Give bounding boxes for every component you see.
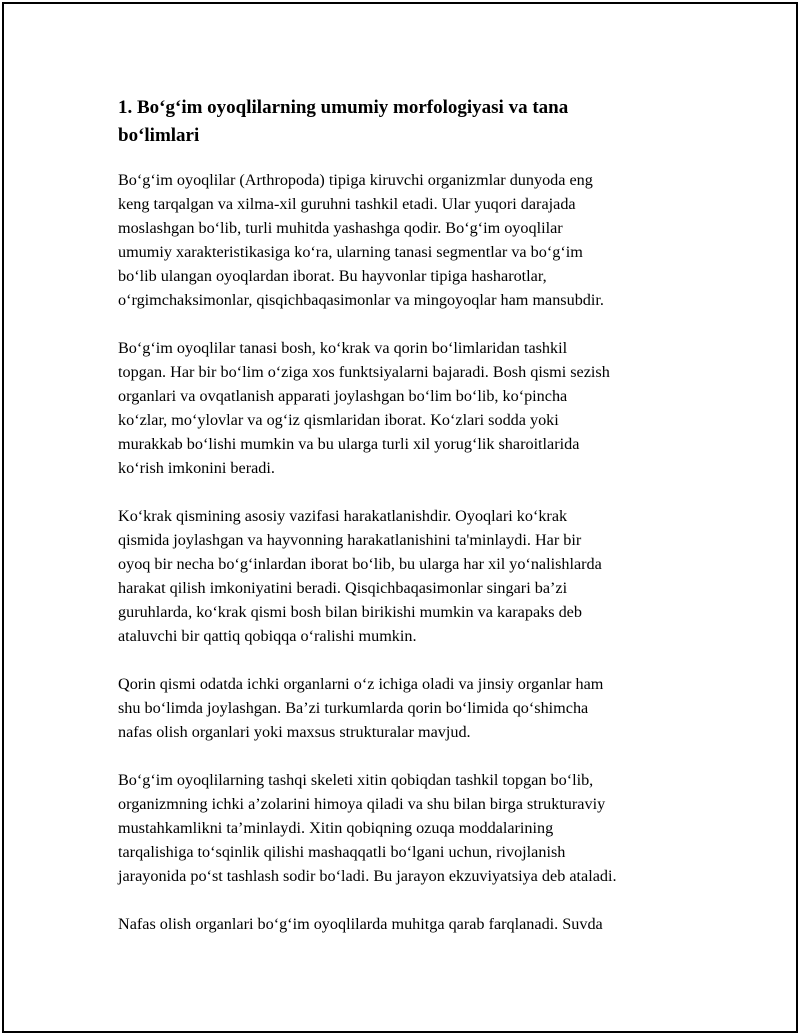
paragraph-abdomen: Qorin qismi odatda ichki organlarni o‘z ichiga oladi va jinsiy organlar ham shu bo‘limda joylashgan. Ba’zi turkumlarda qorin bo‘limida qo‘shimcha nafas olish organlari yoki maxsus strukturalar mavjud.: [118, 675, 604, 741]
paragraph-exoskeleton: Bo‘g‘im oyoqlilarning tashqi skeleti xitin qobiqdan tashkil topgan bo‘lib, organizmning ichki a’zolarini himoya qiladi va shu bilan birga strukturaviy mustahkamlikni ta’minlaydi. Xitin qobiqning ozuqa moddalarining tarqalishiga to‘sqinlik qilishi mashaqqatli bo‘lgani uchun, rivojlanish jarayonida po‘st tashlash sodir bo‘ladi. Bu jarayon ekzuviyatsiya deb ataladi.: [118, 771, 617, 885]
paragraph-overview: Bo‘g‘im oyoqlilar (Arthropoda) tipiga kiruvchi organizmlar dunyoda eng keng tarqalgan va xilma-xil guruhni tashkil etadi. Ular yuqori darajada moslashgan bo‘lib, turli muhitda yashashga qodir. Bo‘g‘im oyoqlilar umumiy xarakteristikasiga ko‘ra, ularning tanasi segmentlar va bo‘g‘im bo‘lib ulangan oyoqlardan iborat. Bu hayvonlar tipiga hasharotlar, o‘rgimchaksimonlar, qisqichbaqasimonlar va mingoyoqlar ham mansubdir.: [118, 171, 604, 309]
paragraph-thorax: Ko‘krak qismining asosiy vazifasi harakatlanishdir. Oyoqlari ko‘krak qismida joylashgan va hayvonning harakatlanishini ta'minlaydi. Har bir oyoq bir necha bo‘g‘inlardan iborat bo‘lib, bu ularga har xil yo‘nalishlarda harakat qilish imkoniyatini beradi. Qisqichbaqasimonlar singari ba’zi guruhlarda, ko‘krak qismi bosh bilan birikishi mumkin va karapaks deb ataluvchi bir qattiq qobiqqa o‘ralishi mumkin.: [118, 507, 602, 645]
paragraph-body-sections: Bo‘g‘im oyoqlilar tanasi bosh, ko‘krak va qorin bo‘limlaridan tashkil topgan. Har bir bo‘lim o‘ziga xos funktsiyalarni bajaradi. Bosh qismi sezish organlari va ovqatlanish apparati joylashgan bo‘lim bo‘lib, ko‘pincha ko‘zlar, mo‘ylovlar va og‘iz qismlaridan iborat. Ko‘zlari sodda yoki murakkab bo‘lishi mumkin va bu ularga turli xil yorug‘lik sharoitlarida ko‘rish imkonini beradi.: [118, 339, 610, 477]
section-heading: 1. Bo‘g‘im oyoqlilarning umumiy morfologiyasi va tana bo‘limlari: [118, 97, 569, 146]
paragraph-respiration: Nafas olish organlari bo‘g‘im oyoqlilarda muhitga qarab farqlanadi. Suvda: [118, 915, 603, 933]
document-body: [118, 94, 698, 960]
